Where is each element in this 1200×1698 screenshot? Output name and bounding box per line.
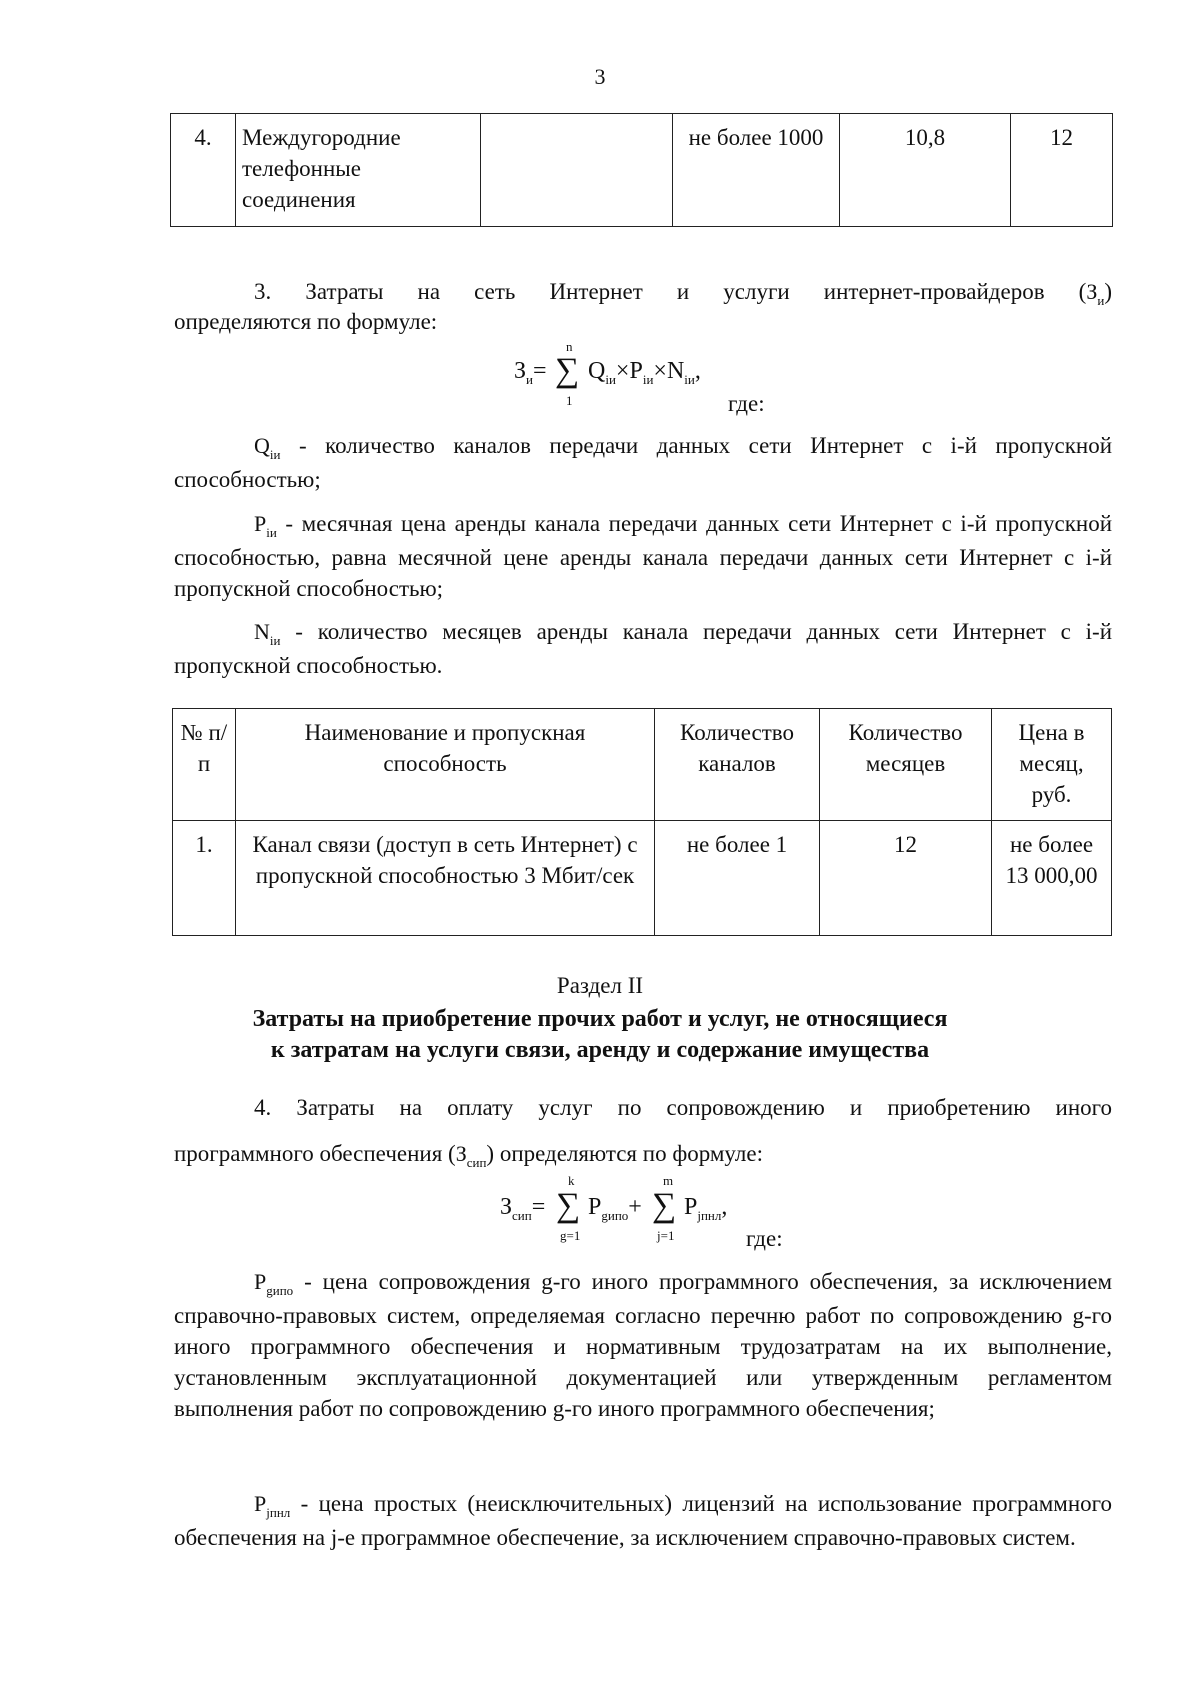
formula2-lower1: g=1 <box>560 1228 581 1243</box>
def-pgipo-sub: gипо <box>266 1283 294 1298</box>
def-pjpnl-text: - цена простых (неисключительных) лицензий на использование программного обеспечения на j-е программное обеспечение, за исключением справочно-правовых систем. <box>174 1491 1113 1550</box>
table-cell-name: Междугородние телефонные соединения <box>236 114 481 227</box>
table-cell-price: не более 13 000,00 <box>992 821 1112 936</box>
formula1-times-1: × <box>615 358 630 384</box>
formula1-times-2: × <box>653 358 667 384</box>
table-cell-name: Канал связи (доступ в сеть Интернет) с пропускной способностью 3 Мбит/сек <box>236 821 655 936</box>
formula2-lhs-sub: сип <box>512 1208 532 1223</box>
def-n-var: N <box>254 619 270 644</box>
table-header-num: № п/п <box>173 709 236 821</box>
formula1-lhs-sub: и <box>526 372 533 387</box>
para3-symbol: З <box>1086 279 1098 304</box>
para3-text: 3. Затраты на сеть Интернет и услуги интернет-провайдеров ( <box>254 279 1087 304</box>
formula2-sigma2: ∑ <box>652 1187 677 1224</box>
table-row <box>173 821 1112 936</box>
table-row <box>171 114 1113 227</box>
para4-text-b: ) определяются по формуле: <box>486 1141 763 1166</box>
def-p-text: - месячная цена аренды канала передачи данных сети Интернет с i-й пропускной способностью, равна месячной цене аренды канала передачи данных сети Интернет с i-й пропускной способностью; <box>174 511 1112 601</box>
definition-p-jpnl <box>174 1488 1112 1553</box>
def-pgipo-text: - цена сопровождения g-го иного программного обеспечения, за исключением справочно-правовых систем, определяемая согласно перечню работ по сопровождению g-го иного программного обеспечения и нормативным трудозатратам на их выполнение, установленным эксплуатационной документацией или утвержденным регламентом выполнения работ по сопровождению g-го иного программного обеспечения; <box>174 1269 1113 1421</box>
formula1-n-sub: iи <box>684 372 695 387</box>
formula1-where: где: <box>728 391 765 416</box>
section-title <box>0 1004 1200 1066</box>
def-q-text: - количество каналов передачи данных сети Интернет с i-й пропускной способностью; <box>174 433 1113 492</box>
para3-close: ) <box>1104 279 1112 304</box>
formula2-eq: = <box>531 1194 546 1220</box>
table-header-channels: Количество каналов <box>655 709 820 821</box>
table-cell-col-c: 12 <box>1011 114 1113 227</box>
formula1-p-sub: iи <box>642 372 654 387</box>
formula2-lhs <box>500 1194 545 1221</box>
def-pjpnl-sub: jпнл <box>266 1505 291 1520</box>
def-pgipo-var: P <box>254 1269 267 1294</box>
formula2-lhs-symbol: З <box>500 1194 513 1220</box>
para4-line1: 4. Затраты на оплату услуг по сопровождению и приобретению иного <box>254 1095 1112 1120</box>
table-header-price: Цена в месяц, руб. <box>992 709 1112 821</box>
table-cell-col-b: 10,8 <box>840 114 1011 227</box>
formula1-q-sub: iи <box>605 372 616 387</box>
para4-text-a: программного обеспечения ( <box>174 1141 456 1166</box>
formula2-upper2: m <box>663 1173 674 1188</box>
formula2-p1: P <box>588 1194 602 1220</box>
para4-line2 <box>174 1138 1112 1172</box>
table-cell-blank <box>481 114 673 227</box>
section-title-line1: Затраты на приобретение прочих работ и услуг, не относящиеся <box>252 1006 948 1032</box>
table-cell-channels: не более 1 <box>655 821 820 936</box>
para4-symbol: З <box>455 1141 467 1166</box>
def-p-sub: iи <box>266 525 277 540</box>
formula1-lhs-symbol: З <box>514 358 527 384</box>
formula2-sigma1: ∑ <box>556 1187 581 1224</box>
formula1-upper: n <box>566 339 573 354</box>
formula1-sigma: ∑ <box>555 352 580 389</box>
para3-line1 <box>174 276 1112 310</box>
formula1-p: P <box>629 358 643 384</box>
para4-symbol-sub: сип <box>466 1155 487 1170</box>
page-number: 3 <box>594 64 606 89</box>
formula2-comma: , <box>721 1194 728 1220</box>
formula2-p2-sub: jпнл <box>697 1208 722 1223</box>
formula2-plus: + <box>628 1194 642 1220</box>
section-number: Раздел II <box>556 973 644 998</box>
def-n-text: - количество месяцев аренды канала передачи данных сети Интернет с i-й пропускной способностью. <box>174 619 1113 678</box>
formula2-where: где: <box>746 1226 783 1251</box>
definition-p <box>174 508 1112 604</box>
section-title-line2: к затратам на услуги связи, аренду и содержание имущества <box>270 1037 930 1063</box>
table-cell-num: 1. <box>173 821 236 936</box>
table-cell-num: 4. <box>171 114 236 227</box>
table-internet-channel <box>172 708 1112 936</box>
definition-p-gipo <box>174 1266 1112 1424</box>
table-header-name: Наименование и пропускная способность <box>236 709 655 821</box>
table-cell-col-a: не более 1000 <box>673 114 840 227</box>
table-long-distance <box>170 113 1113 227</box>
def-n-sub: iи <box>269 633 281 648</box>
formula1-rhs <box>588 358 701 385</box>
formula1-lower: 1 <box>566 393 573 408</box>
formula1-eq: = <box>533 358 547 384</box>
def-q-sub: iи <box>269 447 281 462</box>
definition-n <box>174 616 1112 681</box>
formula2-upper1: k <box>568 1173 575 1188</box>
formula1-n: N <box>666 358 685 384</box>
formula1-q: Q <box>588 358 606 384</box>
para3-symbol-sub: и <box>1097 293 1105 308</box>
formula2-term1 <box>588 1194 642 1221</box>
table-header-row <box>173 709 1112 821</box>
def-p-var: P <box>254 511 267 536</box>
formula2-lower2: j=1 <box>657 1228 675 1243</box>
formula1-lhs <box>514 358 547 385</box>
formula2-p2: P <box>684 1194 698 1220</box>
formula1-comma: , <box>694 358 701 384</box>
table-cell-months: 12 <box>820 821 992 936</box>
def-pjpnl-var: P <box>254 1491 267 1516</box>
para3-line2: определяются по формуле: <box>174 309 438 334</box>
def-q-var: Q <box>254 433 270 458</box>
definition-q <box>174 430 1112 495</box>
formula2-p1-sub: gипо <box>601 1208 629 1223</box>
table-header-months: Количество месяцев <box>820 709 992 821</box>
formula2-term2 <box>684 1194 727 1221</box>
